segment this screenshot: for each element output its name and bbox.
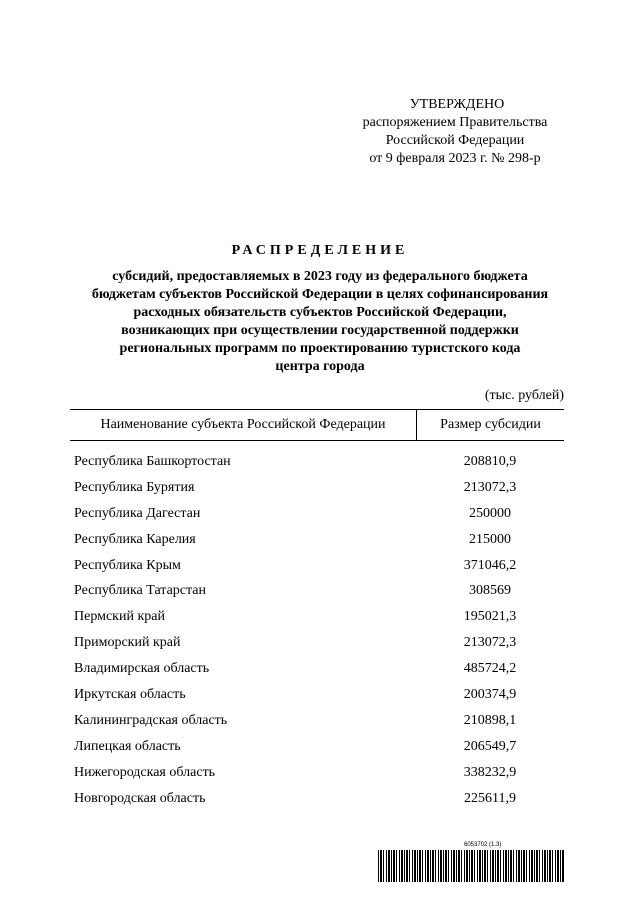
- approval-date: от 9 февраля 2023 г. № 298-р: [369, 151, 541, 166]
- barcode-label: 6053702 (1.3): [464, 842, 502, 848]
- subtitle-line: расходных обязательств субъектов Российской Федерации,: [133, 305, 507, 320]
- document-subtitle: [70, 268, 570, 376]
- subsidy-amount: 338232,9: [463, 764, 517, 780]
- subsidy-amount: 210898,1: [463, 712, 517, 728]
- table-row: [70, 786, 564, 812]
- approval-heading: УТВЕРЖДЕНО: [409, 97, 505, 112]
- subtitle-line: субсидий, предоставляемых в 2023 году из федерального бюджета: [112, 269, 528, 284]
- region-name: Приморский край: [74, 635, 181, 651]
- table-body: [70, 449, 564, 811]
- region-name: Пермский край: [74, 609, 165, 625]
- region-name: Республика Бурятия: [74, 479, 195, 495]
- subsidy-amount: 200374,9: [463, 686, 517, 702]
- table-row: [70, 475, 564, 501]
- table-row: [70, 527, 564, 553]
- subsidy-amount: 371046,2: [463, 557, 517, 573]
- subsidy-amount: 208810,9: [463, 453, 517, 469]
- header-region: Наименование субъекта Российской Федерации: [70, 410, 417, 440]
- region-name: Республика Татарстан: [74, 583, 207, 599]
- approval-stamp: [330, 96, 580, 168]
- subsidy-amount: 485724,2: [463, 661, 517, 677]
- subtitle-line: возникающих при осуществлении государственной поддержки: [121, 323, 519, 338]
- region-name: Нижегородская область: [74, 764, 216, 780]
- table-row: [70, 578, 564, 604]
- region-name: Калининградская область: [74, 712, 228, 728]
- table-row: [70, 708, 564, 734]
- table-row: [70, 682, 564, 708]
- barcode: [378, 850, 564, 882]
- subsidy-amount: 195021,3: [463, 609, 517, 625]
- region-name: Владимирская область: [74, 661, 210, 677]
- subsidy-amount: 215000: [469, 531, 511, 547]
- table-row: [70, 501, 564, 527]
- table-row: [70, 760, 564, 786]
- approval-line: распоряжением Правительства: [362, 115, 548, 130]
- subtitle-line: бюджетам субъектов Российской Федерации в целях софинансирования: [91, 287, 549, 302]
- unit-label: (тыс. рублей): [484, 388, 564, 403]
- subsidy-table: [70, 409, 564, 811]
- table-row: [70, 734, 564, 760]
- document-title: РАСПРЕДЕЛЕНИЕ: [231, 243, 409, 258]
- table-header: [70, 409, 564, 441]
- table-row: [70, 630, 564, 656]
- subsidy-amount: 206549,7: [463, 738, 517, 754]
- table-row: [70, 449, 564, 475]
- subtitle-line: центра города: [275, 359, 365, 374]
- region-name: Республика Башкортостан: [74, 453, 231, 469]
- subtitle-line: региональных программ по проектированию туристского кода: [119, 341, 521, 356]
- header-amount: Размер субсидии: [440, 417, 541, 432]
- subsidy-amount: 213072,3: [463, 479, 517, 495]
- region-name: Иркутская область: [74, 686, 186, 702]
- approval-line: Российской Федерации: [385, 133, 525, 148]
- table-row: [70, 656, 564, 682]
- region-name: Республика Крым: [74, 557, 181, 573]
- table-row: [70, 604, 564, 630]
- subsidy-amount: 213072,3: [463, 635, 517, 651]
- region-name: Новгородская область: [74, 790, 206, 806]
- table-row: [70, 553, 564, 579]
- subsidy-amount: 250000: [469, 505, 511, 521]
- region-name: Липецкая область: [74, 738, 181, 754]
- region-name: Республика Карелия: [74, 531, 196, 547]
- subsidy-amount: 225611,9: [464, 790, 516, 806]
- subsidy-amount: 308569: [469, 583, 511, 599]
- region-name: Республика Дагестан: [74, 505, 201, 521]
